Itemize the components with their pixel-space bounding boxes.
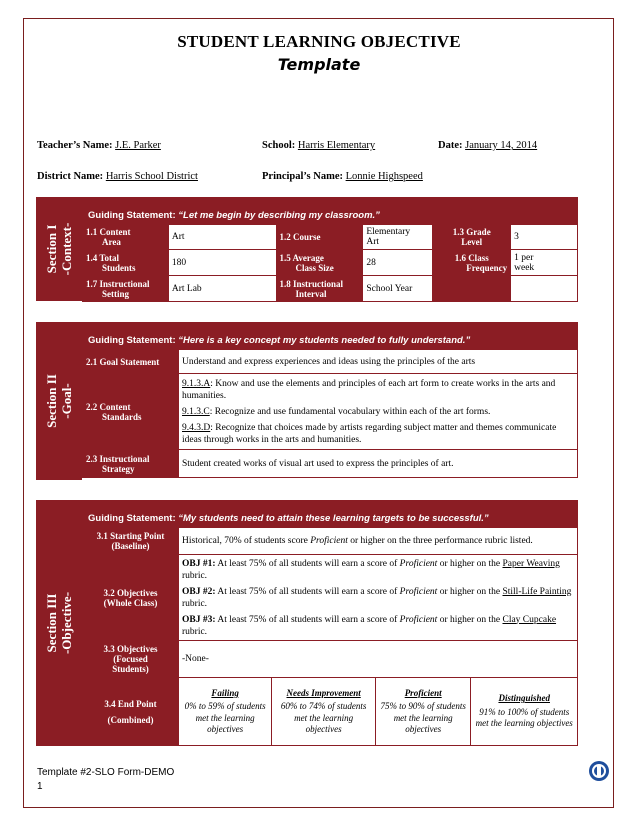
instructional-setting-value: Art Lab bbox=[168, 276, 276, 302]
section-goal bbox=[36, 322, 578, 480]
objective-item: OBJ #3: At least 75% of all students will earn a score of Proficient or higher on the Clay Cupcake rubric. bbox=[182, 614, 557, 637]
section-side-label bbox=[36, 322, 82, 480]
level-failing: Failing 0% to 59% of students met the learning objectives bbox=[179, 678, 272, 746]
principal-label: Principal’s Name: bbox=[262, 171, 343, 182]
course-value: Elementary Art bbox=[363, 225, 433, 250]
teacher-label: Teacher’s Name: bbox=[37, 140, 113, 151]
empty-label-cell bbox=[433, 276, 511, 302]
standard-item: 9.1.3.A: Know and use the elements and principles of each art form to create works in the arts and humanities. bbox=[182, 378, 556, 401]
content-standards-value bbox=[179, 374, 578, 450]
guiding-statement bbox=[82, 207, 578, 224]
teacher-name-field bbox=[37, 140, 161, 151]
objectives-focused-value: -None- bbox=[179, 641, 578, 678]
instructional-strategy-label: 2.3 Instructional Strategy bbox=[83, 450, 179, 478]
standard-item: 9.1.3.C: Recognize and use fundamental vocabulary within each of the art forms. bbox=[182, 406, 491, 417]
objective-table bbox=[82, 527, 578, 746]
instructional-strategy-value: Student created works of visual art used to express the principles of art. bbox=[179, 450, 578, 478]
guiding-text: “Let me begin by describing my classroom.” bbox=[178, 210, 380, 221]
section-objective bbox=[36, 500, 578, 746]
instructional-interval-label: 1.8 Instructional Interval bbox=[276, 276, 363, 302]
state-seal-logo-icon bbox=[588, 760, 610, 782]
section-top-bar bbox=[82, 197, 578, 207]
starting-point-value: Historical, 70% of students score Proficient or higher on the three performance rubric listed. bbox=[179, 528, 578, 555]
level-needs-improvement: Needs Improvement 60% to 74% of students met the learning objectives bbox=[272, 678, 376, 746]
content-area-value: Art bbox=[168, 225, 276, 250]
level-distinguished: Distinguished 91% to 100% of students met the learning objectives bbox=[471, 678, 578, 746]
date-field bbox=[438, 140, 537, 151]
footer-template-name: Template #2-SLO Form-DEMO bbox=[37, 767, 175, 778]
section-title: Section III bbox=[44, 593, 59, 653]
school-value: Harris Elementary bbox=[297, 140, 376, 151]
district-value: Harris School District bbox=[105, 171, 198, 182]
guiding-label: Guiding Statement: bbox=[88, 210, 176, 221]
guiding-label: Guiding Statement: bbox=[88, 513, 176, 524]
level-proficient: Proficient 75% to 90% of students met the learning objectives bbox=[375, 678, 471, 746]
guiding-statement bbox=[82, 510, 578, 527]
page-subtitle: Template bbox=[277, 55, 361, 74]
objectives-focused-label: 3.3 Objectives (Focused Students) bbox=[83, 641, 179, 678]
starting-point-label: 3.1 Starting Point (Baseline) bbox=[83, 528, 179, 555]
principal-value: Lonnie Highspeed bbox=[345, 171, 423, 182]
school-label: School: bbox=[262, 140, 296, 151]
principal-field bbox=[262, 171, 423, 182]
section-context bbox=[36, 197, 578, 301]
instructional-interval-value: School Year bbox=[363, 276, 433, 302]
grade-level-label: 1.3 Grade Level bbox=[433, 225, 511, 250]
section-title: Section II bbox=[44, 374, 59, 428]
section-subtitle: -Objective- bbox=[59, 591, 74, 655]
average-class-size-label: 1.5 Average Class Size bbox=[276, 250, 363, 276]
class-frequency-label: 1.6 Class Frequency bbox=[433, 250, 511, 276]
footer bbox=[37, 766, 174, 794]
guiding-text: “My students need to attain these learning targets to be successful.” bbox=[178, 513, 489, 524]
page-title: STUDENT LEARNING OBJECTIVE bbox=[177, 32, 461, 51]
empty-value-cell bbox=[511, 276, 578, 302]
section-top-bar bbox=[82, 322, 578, 332]
end-point-label: 3.4 End Point (Combined) bbox=[83, 678, 179, 746]
standard-item: 9.4.3.D: Recognize that choices made by artists regarding subject matter and themes communicate ideas through works in the arts and humanities. bbox=[182, 422, 557, 445]
teacher-value: J.E. Parker bbox=[115, 140, 161, 151]
section-side-label bbox=[36, 197, 82, 301]
page-number: 1 bbox=[37, 781, 43, 792]
course-label: 1.2 Course bbox=[276, 225, 363, 250]
context-table bbox=[82, 224, 578, 302]
guiding-label: Guiding Statement: bbox=[88, 335, 176, 346]
objectives-whole-class-value bbox=[179, 555, 578, 641]
grade-level-value: 3 bbox=[511, 225, 578, 250]
objective-item: OBJ #1: At least 75% of all students will earn a score of Proficient or higher on the Paper Weaving rubric. bbox=[182, 558, 560, 581]
objective-item: OBJ #2: At least 75% of all students will earn a score of Proficient or higher on the Still-Life Painting rubric. bbox=[182, 586, 572, 609]
section-title: Section I bbox=[44, 224, 59, 274]
class-frequency-value: 1 per week bbox=[511, 250, 578, 276]
date-label: Date: bbox=[438, 140, 463, 151]
goal-table bbox=[82, 349, 578, 478]
goal-statement-label: 2.1 Goal Statement bbox=[83, 350, 179, 374]
objectives-whole-class-label: 3.2 Objectives (Whole Class) bbox=[83, 555, 179, 641]
district-field bbox=[37, 171, 198, 182]
section-top-bar bbox=[82, 500, 578, 510]
section-side-label bbox=[36, 500, 82, 746]
average-class-size-value: 28 bbox=[363, 250, 433, 276]
section-subtitle: -Goal- bbox=[59, 383, 74, 419]
district-label: District Name: bbox=[37, 171, 104, 182]
guiding-text: “Here is a key concept my students needed to fully understand.” bbox=[178, 335, 471, 346]
goal-statement-value: Understand and express experiences and ideas using the principles of the arts bbox=[179, 350, 578, 374]
total-students-label: 1.4 Total Students bbox=[83, 250, 169, 276]
content-standards-label: 2.2 Content Standards bbox=[83, 374, 179, 450]
instructional-setting-label: 1.7 Instructional Setting bbox=[83, 276, 169, 302]
section-subtitle: -Context- bbox=[59, 222, 74, 276]
guiding-statement bbox=[82, 332, 578, 349]
total-students-value: 180 bbox=[168, 250, 276, 276]
date-value: January 14, 2014 bbox=[465, 140, 538, 151]
school-field bbox=[262, 140, 375, 151]
content-area-label: 1.1 Content Area bbox=[83, 225, 169, 250]
